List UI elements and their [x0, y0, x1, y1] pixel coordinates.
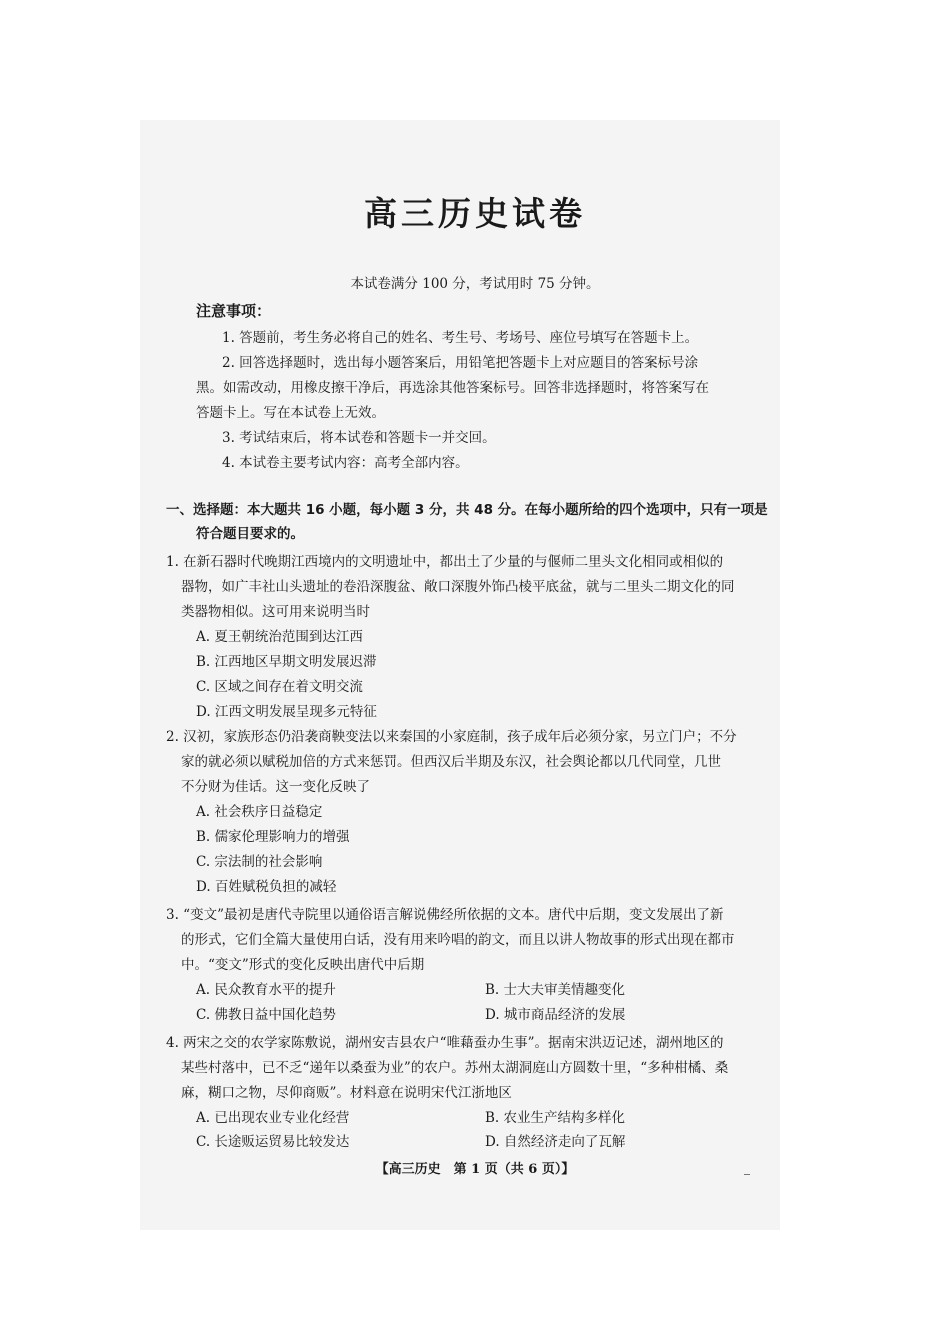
section-heading: 一、选择题：本大题共 16 小题，每小题 3 分，共 48 分。在每小题所给的四个选项中，只有一项是 — [166, 502, 768, 518]
question-1-stem: 器物，如广丰社山头遗址的卷沿深腹盆、敞口深腹外饰凸棱平底盆，就与二里头二期文化的同 — [181, 579, 735, 595]
note-line: 4. 本试卷主要考试内容：高考全部内容。 — [222, 455, 469, 471]
question-4-option-b: B. 农业生产结构多样化 — [485, 1110, 626, 1126]
question-3-option-c: C. 佛教日益中国化趋势 — [196, 1007, 336, 1023]
question-1-option-b: B. 江西地区早期文明发展迟滞 — [196, 654, 377, 670]
question-4-stem: 某些村落中，已不乏“递年以桑蚕为业”的农户。苏州太湖洞庭山方圆数十里，“多种柑橘、桑 — [181, 1060, 729, 1076]
question-2-stem: 2. 汉初，家族形态仍沿袭商鞅变法以来秦国的小家庭制，孩子成年后必须分家，另立门户；不分 — [166, 729, 737, 745]
question-4-stem: 麻，糊口之物，尽仰商贩”。材料意在说明宋代江浙地区 — [181, 1085, 512, 1101]
note-line: 黑。如需改动，用橡皮擦干净后，再选涂其他答案标号。回答非选择题时，将答案写在 — [196, 380, 709, 396]
question-1-option-d: D. 江西文明发展呈现多元特征 — [196, 704, 377, 720]
question-3-option-d: D. 城市商品经济的发展 — [485, 1007, 626, 1023]
exam-info: 本试卷满分 100 分，考试用时 75 分钟。 — [350, 276, 600, 292]
notes-heading: 注意事项： — [196, 302, 272, 320]
question-2-stem: 家的就必须以赋税加倍的方式来惩罚。但西汉后半期及东汉，社会舆论都以几代同堂，几世 — [181, 754, 721, 770]
question-3-stem: 3. “变文”最初是唐代寺院里以通俗语言解说佛经所依据的文本。唐代中后期，变文发展出了新 — [166, 907, 724, 923]
question-1-option-c: C. 区域之间存在着文明交流 — [196, 679, 363, 695]
section-heading-cont: 符合题目要求的。 — [196, 526, 304, 542]
question-1-stem: 类器物相似。这可用来说明当时 — [181, 604, 370, 620]
note-line: 答题卡上。写在本试卷上无效。 — [196, 405, 385, 421]
scan-mark — [744, 1174, 750, 1175]
question-3-option-a: A. 民众教育水平的提升 — [196, 982, 336, 998]
question-2-option-a: A. 社会秩序日益稳定 — [196, 804, 323, 820]
page-title: 高三历史试卷 — [364, 194, 586, 233]
page-footer: 【高三历史 第 1 页（共 6 页）】 — [375, 1162, 575, 1177]
question-4-option-d: D. 自然经济走向了瓦解 — [485, 1134, 626, 1150]
note-line: 3. 考试结束后，将本试卷和答题卡一并交回。 — [222, 430, 496, 446]
question-1-stem: 1. 在新石器时代晚期江西境内的文明遗址中，都出土了少量的与偃师二里头文化相同或相似的 — [166, 554, 724, 570]
question-1-option-a: A. 夏王朝统治范围到达江西 — [196, 629, 363, 645]
note-line: 1. 答题前，考生务必将自己的姓名、考生号、考场号、座位号填写在答题卡上。 — [222, 330, 699, 346]
question-3-stem: 中。“变文”形式的变化反映出唐代中后期 — [181, 957, 425, 973]
question-2-stem: 不分财为佳话。这一变化反映了 — [181, 779, 370, 795]
question-3-stem: 的形式，它们全篇大量使用白话，没有用来吟唱的韵文，而且以讲人物故事的形式出现在都市 — [181, 932, 735, 948]
question-4-option-a: A. 已出现农业专业化经营 — [196, 1110, 350, 1126]
question-2-option-b: B. 儒家伦理影响力的增强 — [196, 829, 350, 845]
question-2-option-c: C. 宗法制的社会影响 — [196, 854, 323, 870]
note-line: 2. 回答选择题时，选出每小题答案后，用铅笔把答题卡上对应题目的答案标号涂 — [222, 355, 699, 371]
question-4-stem: 4. 两宋之交的农学家陈敷说，湖州安吉县农户“唯藉蚕办生事”。据南宋洪迈记述，湖州地区的 — [166, 1035, 724, 1051]
question-2-option-d: D. 百姓赋税负担的减轻 — [196, 879, 337, 895]
question-3-option-b: B. 士大夫审美情趣变化 — [485, 982, 626, 998]
question-4-option-c: C. 长途贩运贸易比较发达 — [196, 1134, 350, 1150]
